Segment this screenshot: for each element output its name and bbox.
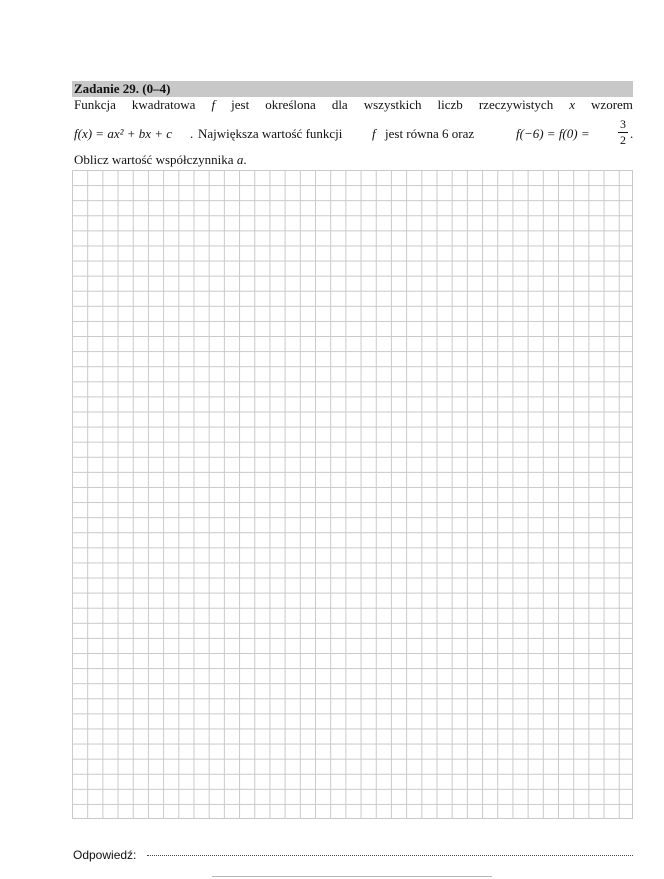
task-header-bar <box>72 81 633 97</box>
statement-line-1 <box>74 96 633 113</box>
answer-label: Odpowiedź: <box>73 848 137 862</box>
word: wszystkich <box>363 97 422 112</box>
instruction-period: . <box>243 152 247 167</box>
word: określona <box>265 97 316 112</box>
statement-line-3 <box>74 152 247 168</box>
task-title: Zadanie 29. (0–4) <box>74 81 171 96</box>
function-formula: f(x) = ax² + bx + c <box>74 126 173 141</box>
equals-six-text: jest równa 6 oraz <box>385 126 475 141</box>
sentence-period: . <box>630 126 634 141</box>
condition-formula: f(−6) = f(0) = <box>516 126 590 141</box>
fraction-three-halves <box>618 118 628 147</box>
answer-grid[interactable] <box>72 170 633 819</box>
formula-period: . <box>190 126 194 141</box>
fraction-denominator: 2 <box>620 133 626 147</box>
instruction-text: Oblicz wartość współczynnika <box>74 152 234 167</box>
word: Funkcja <box>74 97 116 112</box>
variable-f: f <box>372 126 376 141</box>
variable-x: x <box>569 97 576 112</box>
statement-line-2 <box>74 118 634 152</box>
variable-a: a <box>236 152 244 167</box>
word: kwadratowa <box>131 97 196 112</box>
fraction-numerator: 3 <box>620 117 626 131</box>
word: rzeczywistych <box>478 97 554 112</box>
word: wzorem <box>591 97 633 112</box>
answer-line[interactable] <box>147 855 633 856</box>
word: dla <box>331 97 348 112</box>
variable-f: f <box>211 97 216 112</box>
max-value-text: Największa wartość funkcji <box>198 126 343 141</box>
footer-divider <box>212 876 492 877</box>
word: jest <box>231 97 250 112</box>
word: liczb <box>437 97 463 112</box>
